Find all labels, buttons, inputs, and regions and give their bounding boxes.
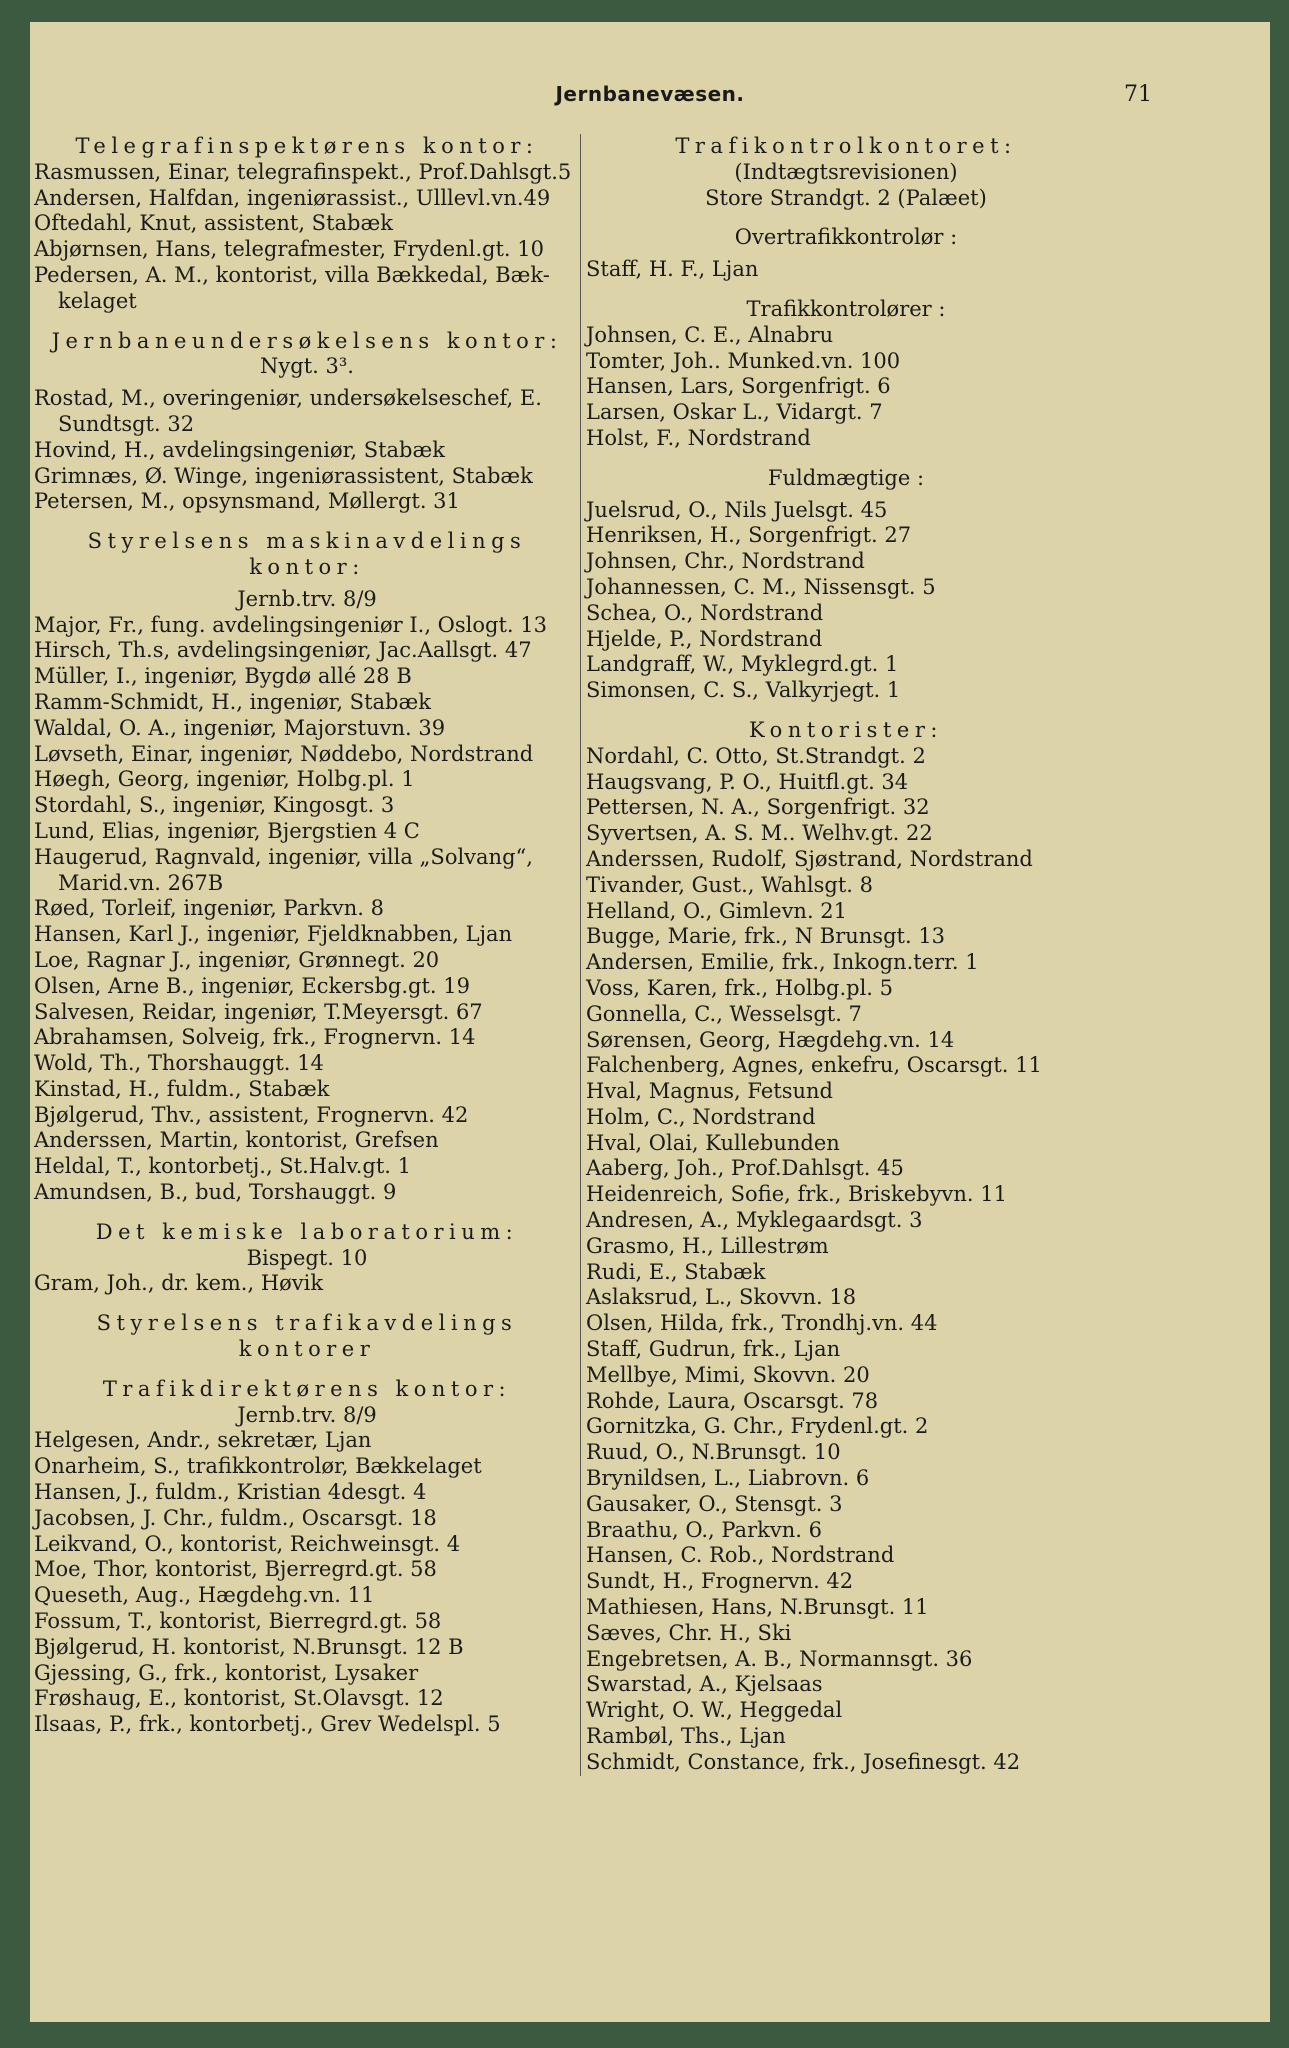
directory-entry: Major, Fr., fung. avdelingsingeniør I., Oslogt. 13 — [34, 612, 547, 637]
directory-entry: Marid.vn. 267B — [58, 870, 224, 895]
directory-entry: Falchenberg, Agnes, enkefru, Oscarsgt. 11 — [586, 1053, 1042, 1078]
directory-entry: Sundt, H., Frognervn. 42 — [586, 1569, 854, 1594]
directory-entry: Holst, F., Nordstrand — [586, 425, 811, 450]
directory-entry: Hval, Olai, Kullebunden — [586, 1130, 840, 1155]
directory-entry: Loe, Ragnar J., ingeniør, Grønnegt. 20 — [34, 947, 440, 972]
page-header — [30, 82, 1270, 116]
directory-entry: Sundtsgt. 32 — [58, 411, 195, 436]
directory-entry: Sørensen, Georg, Hægdehg.vn. 14 — [586, 1027, 955, 1052]
directory-entry: Mathiesen, Hans, N.Brunsgt. 11 — [586, 1595, 929, 1620]
running-head: Jernbanevæsen. — [555, 82, 745, 106]
section-heading: Jernb.trv. 8/9 — [237, 586, 377, 611]
directory-entry: Haugerud, Ragnvald, ingeniør, villa „Solvang“, — [34, 844, 533, 869]
directory-entry: Rostad, M., overingeniør, undersøkelseschef, E. — [34, 386, 542, 411]
directory-entry: Abjørnsen, Hans, telegrafmester, Frydenl.gt. 10 — [34, 237, 544, 262]
directory-entry: Andresen, A., Myklegaardsgt. 3 — [586, 1208, 923, 1233]
directory-entry: Juelsrud, O., Nils Juelsgt. 45 — [586, 497, 888, 522]
directory-entry: Brynildsen, L., Liabrovn. 6 — [586, 1466, 870, 1491]
directory-entry: Heidenreich, Sofie, frk., Briskebyvn. 11 — [586, 1182, 1007, 1207]
directory-entry: Hirsch, Th.s, avdelingsingeniør, Jac.Aallsgt. 47 — [34, 638, 532, 663]
directory-entry: Gonnella, C., Wesselsgt. 7 — [586, 1001, 862, 1026]
directory-entry: Frøshaug, E., kontorist, St.Olavsgt. 12 — [34, 1686, 444, 1711]
directory-entry: Helland, O., Gimlevn. 21 — [586, 898, 848, 923]
directory-entry: Bjølgerud, H. kontorist, N.Brunsgt. 12 B — [34, 1634, 464, 1659]
directory-entry: Haugsvang, P. O., Huitfl.gt. 34 — [586, 769, 909, 794]
spacer — [34, 515, 580, 529]
directory-entry: Wright, O. W., Heggedal — [586, 1698, 843, 1723]
directory-entry: Onarheim, S., trafikkontrolør, Bækkelaget — [34, 1454, 482, 1479]
directory-entry: Larsen, Oskar L., Vidargt. 7 — [586, 400, 883, 425]
spacer — [586, 704, 1106, 718]
directory-entry: Schmidt, Constance, frk., Josefinesgt. 42 — [586, 1749, 1021, 1774]
directory-entry: Løvseth, Einar, ingeniør, Nøddebo, Nordstrand — [34, 741, 534, 766]
section-heading: Telegrafinspektørens kontor: — [75, 134, 539, 158]
directory-entry: Leikvand, O., kontorist, Reichweinsgt. 4 — [34, 1531, 461, 1556]
spacer — [586, 452, 1106, 466]
section-heading: Styrelsens trafikavdelings — [96, 1311, 518, 1336]
directory-entry: Hval, Magnus, Fetsund — [586, 1079, 833, 1104]
directory-entry: Pedersen, A. M., kontorist, villa Bækkedal, Bæk- — [34, 262, 550, 287]
directory-entry: Ruud, O., N.Brunsgt. 10 — [586, 1440, 841, 1465]
section-heading: kontorer — [238, 1337, 376, 1362]
directory-entry: Staff, H. F., Ljan — [586, 257, 759, 282]
directory-entry: Queseth, Aug., Hægdehg.vn. 11 — [34, 1583, 375, 1608]
section-heading: Kontorister: — [749, 717, 943, 742]
directory-entry: Kinstad, H., fuldm., Stabæk — [34, 1076, 330, 1101]
directory-entry: Müller, I., ingeniør, Bygdø allé 28 B — [34, 664, 412, 689]
directory-entry: Petersen, M., opsynsmand, Møllergt. 31 — [34, 489, 460, 514]
directory-entry: Andersen, Emilie, frk., Inkogn.terr. 1 — [586, 950, 979, 975]
directory-entry: Oftedahl, Knut, assistent, Stabæk — [34, 211, 393, 236]
directory-entry: Simonsen, C. S., Valkyrjegt. 1 — [586, 678, 901, 703]
directory-entry: Gram, Joh., dr. kem., Høvik — [34, 1271, 324, 1296]
directory-entry: Johnsen, C. E., Alnabru — [586, 322, 834, 347]
directory-entry: Ilsaas, P., frk., kontorbetj., Grev Wedelspl. 5 — [34, 1712, 501, 1737]
directory-entry: Aaberg, Joh., Prof.Dahlsgt. 45 — [586, 1156, 904, 1181]
spacer — [586, 211, 1106, 225]
directory-entry: Bjølgerud, Thv., assistent, Frognervn. 42 — [34, 1102, 469, 1127]
directory-entry: Amundsen, B., bud, Torshauggt. 9 — [34, 1180, 397, 1205]
directory-entry: Salvesen, Reidar, ingeniør, T.Meyersgt. 67 — [34, 999, 483, 1024]
right-column — [580, 134, 1106, 1776]
directory-entry: Lund, Elias, ingeniør, Bjergstien 4 C — [34, 818, 420, 843]
directory-entry: Swarstad, A., Kjelsaas — [586, 1672, 823, 1697]
section-heading: Det kemiske laboratorium: — [95, 1219, 519, 1244]
section-heading: kontor: — [249, 554, 365, 579]
directory-entry: Jacobsen, J. Chr., fuldm., Oscarsgt. 18 — [34, 1505, 437, 1530]
directory-entry: Heldal, T., kontorbetj., St.Halv.gt. 1 — [34, 1154, 411, 1179]
section-heading: Trafikontrolkontoret: — [675, 134, 1017, 158]
directory-entry: Rohde, Laura, Oscarsgt. 78 — [586, 1388, 879, 1413]
directory-entry: Landgraff, W., Myklegrd.gt. 1 — [586, 652, 899, 677]
directory-entry: Abrahamsen, Solveig, frk., Frognervn. 14 — [34, 1025, 476, 1050]
left-column — [34, 134, 580, 1738]
directory-entry: Anderssen, Rudolf, Sjøstrand, Nordstrand — [586, 846, 1033, 871]
directory-entry: Hansen, Karl J., ingeniør, Fjeldknabben, Ljan — [34, 922, 513, 947]
directory-entry: Schea, O., Nordstrand — [586, 600, 824, 625]
directory-entry: Rudi, E., Stabæk — [586, 1259, 766, 1284]
directory-entry: Hovind, H., avdelingsingeniør, Stabæk — [34, 437, 445, 462]
directory-entry: Johnsen, Chr., Nordstrand — [586, 549, 865, 574]
directory-entry: Staff, Gudrun, frk., Ljan — [586, 1337, 841, 1362]
directory-entry: Grasmo, H., Lillestrøm — [586, 1233, 829, 1258]
directory-entry: Nordahl, C. Otto, St.Strandgt. 2 — [586, 743, 926, 768]
section-heading: Fuldmægtige : — [767, 465, 925, 490]
spacer — [34, 315, 580, 329]
directory-entry: Ramm-Schmidt, H., ingeniør, Stabæk — [34, 689, 431, 714]
spacer — [34, 1297, 580, 1311]
directory-entry: Hansen, Lars, Sorgenfrigt. 6 — [586, 374, 891, 399]
directory-entry: Henriksen, H., Sorgenfrigt. 27 — [586, 523, 912, 548]
directory-entry: Aslaksrud, L., Skovvn. 18 — [586, 1285, 857, 1310]
directory-entry: Voss, Karen, frk., Holbg.pl. 5 — [586, 975, 894, 1000]
section-heading: Nygt. 3³. — [260, 354, 354, 379]
section-heading: Trafikkontrolører : — [746, 296, 946, 321]
section-heading: Jernb.trv. 8/9 — [237, 1402, 377, 1427]
directory-entry: kelaget — [58, 288, 137, 313]
directory-entry: Rambøl, Ths., Ljan — [586, 1724, 786, 1749]
section-heading: Bispegt. 10 — [246, 1245, 368, 1270]
section-heading: Styrelsens maskinavdelings — [87, 529, 527, 554]
directory-entry: Rasmussen, Einar, telegrafinspekt., Prof.Dahlsgt.5 — [34, 159, 572, 184]
page-number: 71 — [1124, 82, 1152, 107]
section-heading: Jernbaneundersøkelsens kontor: — [51, 328, 563, 353]
directory-entry: Bugge, Marie, frk., N Brunsgt. 13 — [586, 924, 946, 949]
spacer — [586, 283, 1106, 297]
directory-entry: Moe, Thor, kontorist, Bjerregrd.gt. 58 — [34, 1557, 437, 1582]
directory-entry: Waldal, O. A., ingeniør, Majorstuvn. 39 — [34, 715, 446, 740]
spacer — [34, 1363, 580, 1377]
directory-entry: Stordahl, S., ingeniør, Kingosgt. 3 — [34, 793, 395, 818]
directory-entry: Hjelde, P., Nordstrand — [586, 626, 823, 651]
directory-entry: Røed, Torleif, ingeniør, Parkvn. 8 — [34, 896, 385, 921]
document-page — [30, 22, 1270, 2022]
directory-entry: Mellbye, Mimi, Skovvn. 20 — [586, 1362, 870, 1387]
directory-entry: Sæves, Chr. H., Ski — [586, 1620, 792, 1645]
spacer — [34, 1206, 580, 1220]
section-heading: Trafikdirektørens kontor: — [102, 1376, 512, 1401]
directory-entry: Gausaker, O., Stensgt. 3 — [586, 1491, 843, 1516]
directory-entry: Engebretsen, A. B., Normannsgt. 36 — [586, 1646, 973, 1671]
directory-entry: Wold, Th., Thorshauggt. 14 — [34, 1051, 324, 1076]
directory-entry: Grimnæs, Ø. Winge, ingeniørassistent, Stabæk — [34, 463, 533, 488]
directory-entry: Høegh, Georg, ingeniør, Holbg.pl. 1 — [34, 767, 415, 792]
directory-entry: Syvertsen, A. S. M.. Welhv.gt. 22 — [586, 821, 933, 846]
directory-entry: Johannessen, C. M., Nissensgt. 5 — [586, 574, 936, 599]
directory-entry: Hansen, J., fuldm., Kristian 4desgt. 4 — [34, 1480, 427, 1505]
directory-entry: Anderssen, Martin, kontorist, Grefsen — [34, 1128, 439, 1153]
directory-entry: Fossum, T., kontorist, Bierregrd.gt. 58 — [34, 1609, 442, 1634]
directory-entry: Gornitzka, G. Chr., Frydenl.gt. 2 — [586, 1414, 929, 1439]
directory-entry: Braathu, O., Parkvn. 6 — [586, 1517, 822, 1542]
directory-entry: Gjessing, G., frk., kontorist, Lysaker — [34, 1660, 419, 1685]
section-heading: Overtrafikkontrolør : — [734, 225, 958, 250]
directory-entry: Olsen, Arne B., ingeniør, Eckersbg.gt. 19 — [34, 973, 470, 998]
directory-entry: Helgesen, Andr., sekretær, Ljan — [34, 1428, 372, 1453]
section-heading: Store Strandgt. 2 (Palæet) — [705, 185, 987, 210]
directory-entry: Tomter, Joh.. Munked.vn. 100 — [586, 348, 901, 373]
directory-entry: Andersen, Halfdan, ingeniørassist., Ulllevl.vn.49 — [34, 185, 551, 210]
directory-entry: Tivander, Gust., Wahlsgt. 8 — [586, 872, 874, 897]
directory-entry: Holm, C., Nordstrand — [586, 1104, 816, 1129]
section-heading: (Indtægtsrevisionen) — [734, 159, 958, 184]
directory-entry: Olsen, Hilda, frk., Trondhj.vn. 44 — [586, 1311, 938, 1336]
directory-entry: Pettersen, N. A., Sorgenfrigt. 32 — [586, 795, 930, 820]
directory-entry: Hansen, C. Rob., Nordstrand — [586, 1543, 895, 1568]
